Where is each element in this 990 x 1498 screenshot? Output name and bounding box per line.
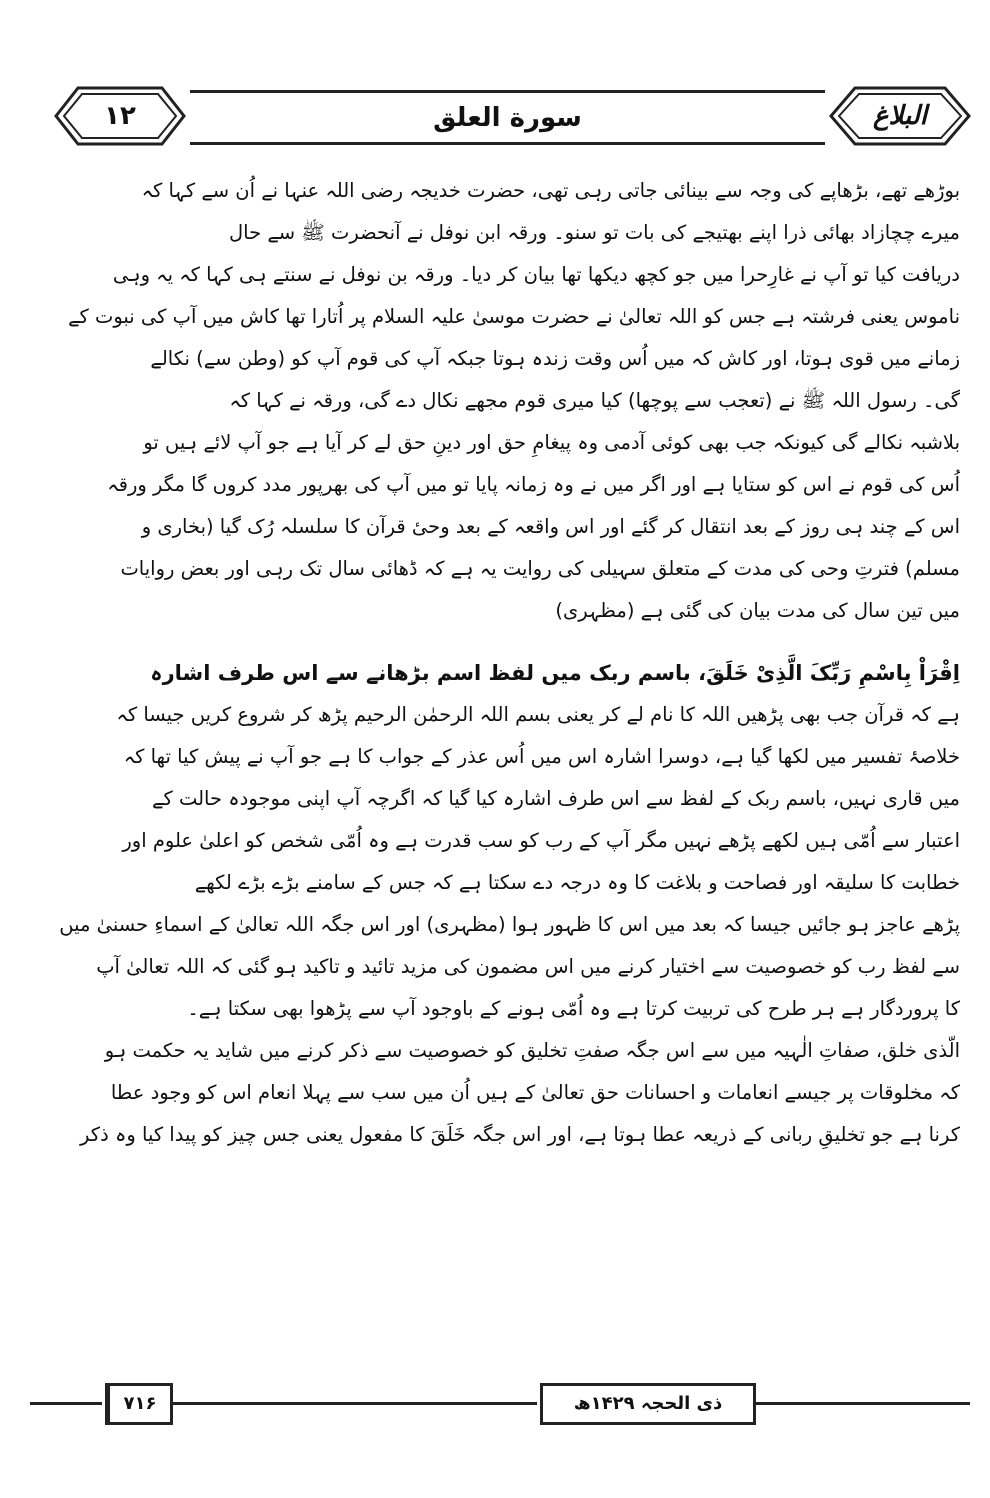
logo-text: البلاغ bbox=[872, 101, 928, 131]
page-number: ۱۲ bbox=[104, 101, 136, 131]
text-line: ناموس یعنی فرشتہ ہے جس کو اللہ تعالیٰ نے حضرت موسیٰ علیہ السلام پر اُتارا تھا کاش میں آپ کی نبوت کے bbox=[68, 305, 960, 328]
text-line: اُس کی قوم نے اس کو ستایا ہے اور اگر میں نے وہ زمانہ پایا تو میں آپ کی بھرپور مدد کروں گا مگر ورقہ bbox=[107, 473, 960, 496]
issue-number-box bbox=[105, 1383, 173, 1425]
text-line: کہ مخلوقات پر جیسے انعامات و احسانات حق تعالیٰ کے ہیں اُن میں سب سے پہلا انعام اس کو وجود عطا bbox=[110, 1081, 960, 1104]
verse-heading-line: اِقْرَاْ بِاسْمِ رَبِّکَ الَّذِیْ خَلَقَ، باسم ربک میں لفظ اسم بڑھانے سے اس طرف اشارہ bbox=[150, 661, 960, 685]
text-line: میں قاری نہیں، باسم ربک کے لفظ سے اس طرف اشارہ کیا گیا کہ اگرچہ آپ اپنی موجودہ حالت کے bbox=[152, 787, 960, 810]
footer-rule-left bbox=[30, 1402, 102, 1405]
text-line: ہے کہ قرآن جب بھی پڑھیں اللہ کا نام لے کر یعنی بسم اللہ الرحمٰن الرحیم پڑھ کر شروع کریں جیسا کہ bbox=[116, 703, 960, 726]
text-line: اعتبار سے اُمّی ہیں لکھے پڑھے نہیں مگر آپ کے رب کو سب قدرت ہے وہ اُمّی شخص کو اعلیٰ علوم اور bbox=[122, 829, 960, 852]
text-line: میں تین سال کی مدت بیان کی گئی ہے (مظہری) bbox=[555, 599, 960, 622]
footer-rule-middle bbox=[171, 1402, 537, 1405]
page-header bbox=[40, 80, 975, 160]
surah-title: سورة العلق bbox=[433, 103, 582, 133]
text-line: پڑھے عاجز ہو جائیں جیسا کہ بعد میں اس کا ظہور ہوا (مظہری) اور اس جگہ اللہ تعالیٰ کے اسماءِ حسنیٰ میں bbox=[59, 913, 960, 936]
page-footer bbox=[30, 1378, 970, 1428]
text-line: سے لفظ رب کو خصوصیت سے اختیار کرنے میں اس مضمون کی مزید تائید و تاکید ہو گئی کہ اللہ تعالیٰ آپ bbox=[96, 955, 960, 978]
text-line: زمانے میں قوی ہوتا، اور کاش کہ میں اُس وقت زندہ ہوتا جبکہ آپ کی قوم آپ کو (وطن سے) نکالے bbox=[150, 347, 960, 370]
magazine-logo bbox=[825, 82, 975, 150]
issue-date-box bbox=[540, 1383, 756, 1425]
text-line: دریافت کیا تو آپ نے غارِحرا میں جو کچھ دیکھا تھا بیان کر دیا۔ ورقہ بن نوفل نے سنتے ہی کہا کہ یہ وہی bbox=[112, 263, 960, 286]
header-rule-top bbox=[190, 90, 825, 93]
text-line: میرے چچازاد بھائی ذرا اپنے بھتیجے کی بات تو سنو۔ ورقہ ابن نوفل نے آنحضرت ﷺ سے حال bbox=[228, 221, 960, 244]
text-line: مسلم) فترتِ وحی کی مدت کے متعلق سہیلی کی روایت یہ ہے کہ ڈھائی سال تک رہی اور بعض روایات bbox=[120, 557, 960, 580]
text-line: خلاصۂ تفسیر میں لکھا گیا ہے، دوسرا اشارہ اس میں اُس عذر کے جواب کا ہے جو آپ نے پیش کیا تھا کہ bbox=[123, 745, 960, 768]
text-line: کرنا ہے جو تخلیقِ ربانی کے ذریعہ عطا ہوتا ہے، اور اس جگہ خَلَقَ کا مفعول یعنی جس چیز کو پیدا کیا وہ ذکر bbox=[80, 1123, 960, 1146]
article-body bbox=[40, 170, 960, 1156]
issue-date: ذی الحجہ ۱۴۲۹ھ bbox=[573, 1393, 723, 1414]
paragraph-1 bbox=[40, 170, 960, 632]
text-line: کا پروردگار ہے ہر طرح کی تربیت کرتا ہے وہ اُمّی ہونے کے باوجود آپ سے پڑھوا بھی سکتا ہے۔ bbox=[187, 997, 960, 1020]
text-line: بوڑھے تھے، بڑھاپے کی وجہ سے بینائی جاتی رہی تھی، حضرت خدیجہ رضی اللہ عنہا نے اُن سے کہا کہ bbox=[141, 179, 960, 202]
header-rule-bottom bbox=[190, 142, 825, 145]
text-line: خطابت کا سلیقہ اور فصاحت و بلاغت کا وہ درجہ دے سکتا ہے کہ جس کے سامنے بڑے بڑے لکھے bbox=[194, 871, 960, 894]
footer-rule-right bbox=[756, 1402, 970, 1405]
text-line: الّذی خلق، صفاتِ الٰہیہ میں سے اس جگہ صفتِ تخلیق کو خصوصیت سے ذکر کرنے میں شاید یہ حکمت ہو bbox=[104, 1039, 960, 1062]
text-line: اس کے چند ہی روز کے بعد انتقال کر گئے اور اس واقعہ کے بعد وحیٔ قرآن کا سلسلہ رُک گیا (بخاری و bbox=[141, 515, 960, 538]
page-number-frame bbox=[50, 82, 190, 150]
text-line: گی۔ رسول اللہ ﷺ نے (تعجب سے پوچھا) کیا میری قوم مجھے نکال دے گی، ورقہ نے کہا کہ bbox=[229, 389, 960, 412]
issue-number: ۷۱۶ bbox=[123, 1393, 157, 1414]
text-line: بلاشبہ نکالے گی کیونکہ جب بھی کوئی آدمی وہ پیغامِ حق اور دینِ حق لے کر آیا ہے جو آپ لائے ہیں تو bbox=[143, 431, 960, 454]
paragraph-2 bbox=[40, 652, 960, 1156]
